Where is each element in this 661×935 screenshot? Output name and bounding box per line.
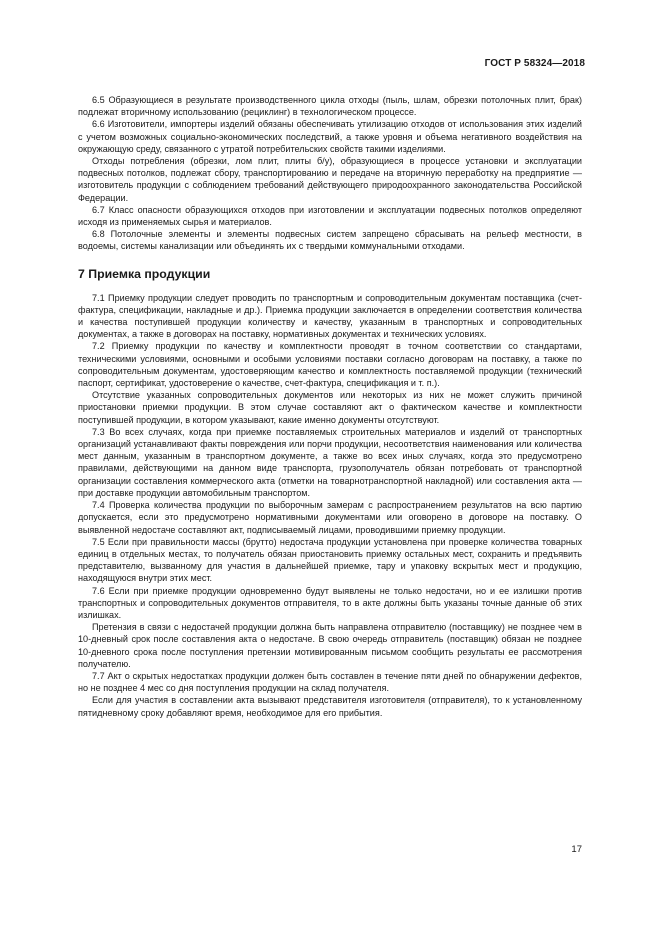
paragraph-7-2: 7.2 Приемку продукции по качеству и комплектности проводят в точном соответствии со стандартами, техническими условиями, основными и особыми условиями поставки согласно договорам на поставку, а также по сопроводительным документам, удостоверяющим качество и комплектность поставляемой продукции (технический паспорт, сертификат, удостоверение о качестве, счет-фактура, спецификация и т. п.). [78,341,582,389]
paragraph-6-5: 6.5 Образующиеся в результате производственного цикла отходы (пыль, шлам, обрезки потолочных плит, брак) подлежат вторичному использованию (рециклинг) в технологическом процессе. [78,95,582,118]
paragraph-7-7-representative: Если для участия в составлении акта вызывают представителя изготовителя (отправителя), то к установленному пятидневному сроку добавляют время, необходимое для его прибытия. [78,695,582,718]
paragraph-7-4: 7.4 Проверка количества продукции по выборочным замерам с распространением результатов на всю партию допускается, если это предусмотрено нормативными документами или оговорено в договоре на поставку. О выявленной недостаче составляют акт, подписываемый лицами, проводившими приемку продукции. [78,500,582,535]
paragraph-7-2-missing-documents: Отсутствие указанных сопроводительных документов или некоторых из них не может служить причиной приостановки приемки продукции. В этом случае составляют акт о фактическом качестве и комплектности поступившей продукции, в котором указывают, какие именно документы отсутствуют. [78,390,582,425]
paragraph-7-1: 7.1 Приемку продукции следует проводить по транспортным и сопроводительным документам поставщика (счет-фактура, спецификации, накладные и др.). Приемка продукции заключается в определении соответствия количества и качества поступившей продукции количеству и качеству, указанным в транспортных и сопроводительных документах, а также в договорах на поставку, нормативных документах и технических условиях. [78,292,582,340]
paragraph-7-5: 7.5 Если при правильности массы (брутто) недостача продукции установлена при проверке количества товарных единиц в отдельных местах, то получатель обязан приостановить приемку остальных мест, сохранить и предъявить представителю, вызванному для участия в дальнейшей приемке, тару и упаковку вскрытых мест и продукцию, находящуюся внутри этих мест. [78,536,582,584]
paragraph-7-3: 7.3 Во всех случаях, когда при приемке поставляемых строительных материалов и изделий от транспортных организаций устанавливают факты повреждения или порчи продукции, несоответствия наименования или количества мест данным, указанным в транспортном документе, а также во всех иных случаях, когда это предусмотрено правилами, действующими на данном виде транспорта, грузополучатель обязан потребовать от транспортной организации составления коммерческого акта (отметки на товарнотранспортной накладной) или составления акта — при доставке продукции автомобильным транспортом. [78,426,582,498]
paragraph-7-6-claim: Претензия в связи с недостачей продукции должна быть направлена отправителю (поставщику) не позднее чем в 10-дневный срок после составления акта о недостаче. В свою очередь отправитель (поставщик) обязан не позднее 10-дневного срока после поступления претензии мотивированным письмом сообщить результаты ее рассмотрения получателю. [78,622,582,669]
page-number: 17 [571,844,582,855]
paragraph-7-6: 7.6 Если при приемке продукции одновременно будут выявлены не только недостачи, но и ее излишки против транспортных и сопроводительных документов отправителя, то в акте должны быть указаны точные данные об этих излишках. [78,585,582,620]
page-content [78,94,582,719]
paragraph-6-8: 6.8 Потолочные элементы и элементы подвесных систем запрещено сбрасывать на рельеф местности, в водоемы, системы канализации или объединять их с твердыми коммунальными отходами. [78,229,582,252]
paragraph-6-7: 6.7 Класс опасности образующихся отходов при изготовлении и эксплуатации подвесных потолков определяют исходя из применяемых сырья и материалов. [78,204,582,228]
paragraph-7-7: 7.7 Акт о скрытых недостатках продукции должен быть составлен в течение пяти дней по обнаружении дефектов, но не позднее 4 мес со дня поступления продукции на склад получателя. [78,670,582,694]
paragraph-6-6-consumer-waste: Отходы потребления (обрезки, лом плит, плиты б/у), образующиеся в процессе установки и эксплуатации подвесных потолков, подлежат сбору, транспортированию и передаче на вторичную переработку на предприятие — изготовитель продукции с соблюдением требований действующего природоохранного законодательства Российской Федерации. [78,156,582,203]
paragraph-6-6: 6.6 Изготовители, импортеры изделий обязаны обеспечивать утилизацию отходов от использования этих изделий с учетом возможных социально-экономических последствий, а также уровня и объема негативного воздействия на окружающую среду, связанного с утратой потребительских свойств такими изделиями. [78,119,582,154]
section-7-title: 7 Приемка продукции [78,266,211,281]
standard-number-header: ГОСТ Р 58324—2018 [484,58,585,69]
